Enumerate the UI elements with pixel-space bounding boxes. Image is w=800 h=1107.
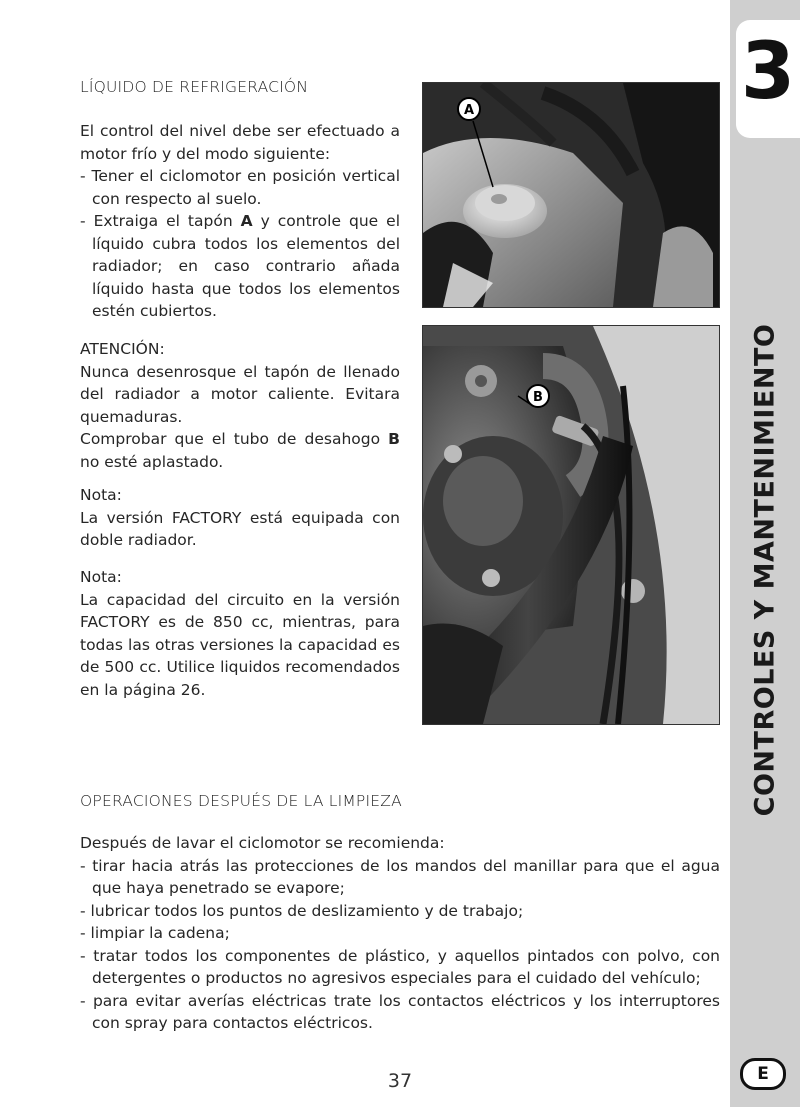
attention-heading: ATENCIÓN:	[80, 340, 165, 358]
attention-text-2	[80, 428, 400, 473]
chapter-number: 3	[740, 27, 796, 117]
attention-block	[80, 338, 400, 473]
note-1	[80, 484, 400, 552]
cleaning-item: - para evitar averías eléctricas trate los contactos eléctricos y los interruptores con spray para contactos eléctricos.	[80, 991, 720, 1032]
cap-a-ref: A	[240, 212, 253, 230]
overflow-hose-photo-illustration	[423, 326, 719, 724]
coolant-step-2-post: y controle que el líquido cubra todos los elementos del radiador; en caso contrario añada líquido hasta que todos los elementos estén cubiertos.	[92, 212, 400, 320]
note-2-text: La capacidad del circuito en la versión FACTORY es de 850 cc, mientras, para todas las otras versiones la capacidad es de 500 cc. Utilice liquidos recomendados en la página 26.	[80, 590, 400, 699]
cleaning-item: - tratar todos los componentes de plástico, y aquellos pintados con polvo, con detergentes o productos no agresivos especiales para el cuidado del vehículo;	[80, 946, 720, 987]
page-number: 37	[387, 1070, 413, 1092]
radiator-cap-photo-illustration	[423, 83, 719, 307]
photo-label-b: B	[533, 390, 543, 405]
note-2-heading: Nota:	[80, 568, 122, 586]
photo-radiator-cap	[422, 82, 720, 308]
cleaning-heading: OPERACIONES DESPUÉS DE LA LIMPIEZA	[80, 792, 402, 810]
coolant-step-1: - Tener el ciclomotor en posición vertical con respecto al suelo.	[80, 167, 400, 208]
chapter-title: CONTROLES Y MANTENIMIENTO	[749, 323, 781, 817]
attention-text-2-pre: Comprobar que el tubo de desahogo	[80, 430, 389, 448]
language-badge: E	[740, 1058, 786, 1090]
attention-text: Nunca desenrosque el tapón de llenado del radiador a motor caliente. Evitara quemaduras.	[80, 362, 400, 426]
note-2	[80, 566, 400, 701]
cleaning-item: - tirar hacia atrás las protecciones de los mandos del manillar para que el agua que haya penetrado se evapore;	[80, 856, 720, 897]
cleaning-intro: Después de lavar el ciclomotor se recomienda:	[80, 834, 445, 852]
attention-text-2-post: no esté aplastado.	[80, 452, 224, 471]
photo-overflow-hose	[422, 325, 720, 725]
photo-label-a: A	[463, 103, 475, 118]
coolant-step-2-pre: - Extraiga el tapón	[80, 212, 241, 230]
note-1-heading: Nota:	[80, 486, 122, 504]
hose-b-ref: B	[388, 430, 400, 448]
coolant-text	[80, 120, 400, 323]
cleaning-item: - lubricar todos los puntos de deslizamiento y de trabajo;	[80, 901, 524, 920]
cleaning-text	[80, 832, 720, 1035]
coolant-heading: LÍQUIDO DE REFRIGERACIÓN	[80, 78, 309, 96]
note-1-text: La versión FACTORY está equipada con doble radiador.	[80, 508, 400, 549]
coolant-intro: El control del nivel debe ser efectuado a motor frío y del modo siguiente:	[80, 122, 400, 163]
cleaning-item: - limpiar la cadena;	[80, 924, 230, 942]
coolant-step-2	[80, 210, 400, 323]
